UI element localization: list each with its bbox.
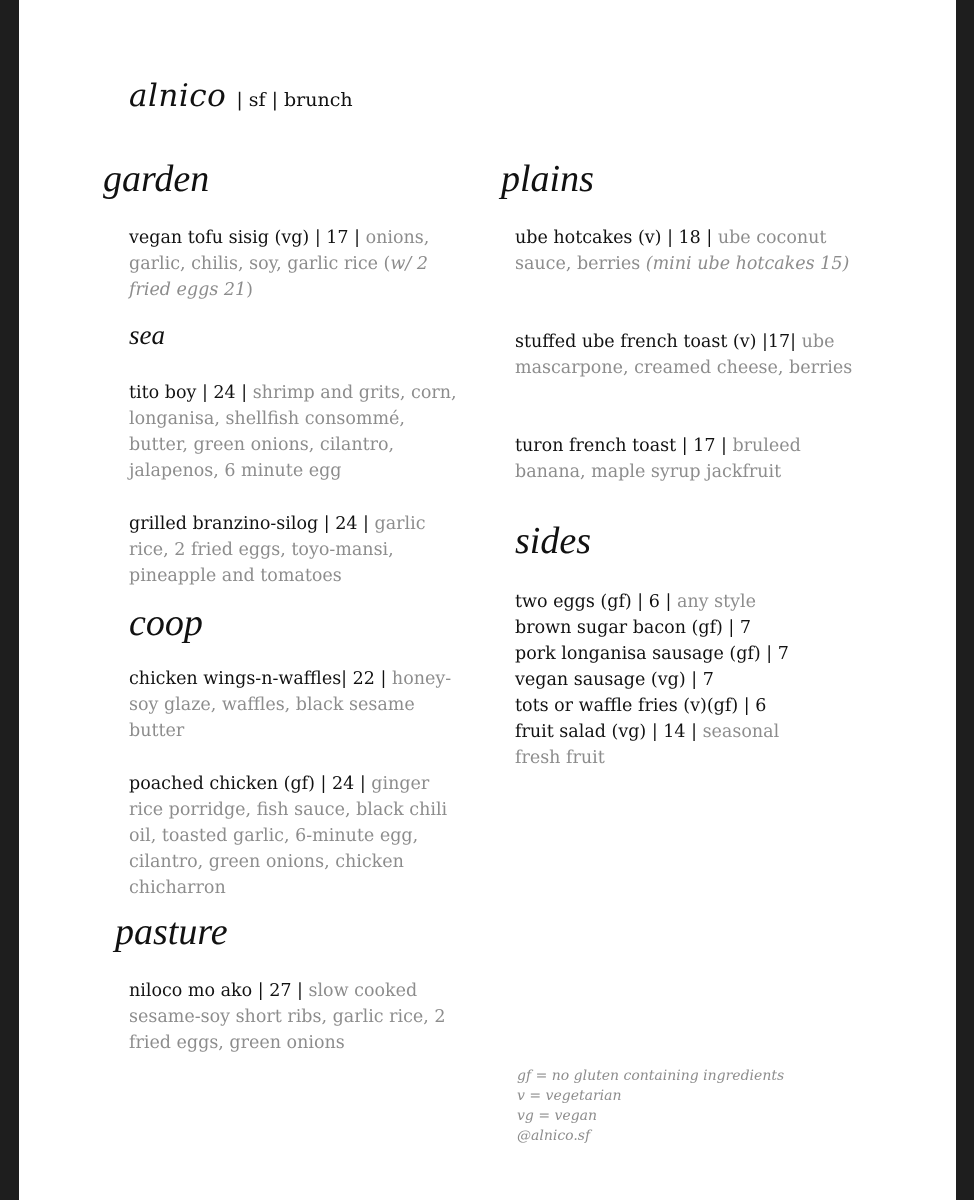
legend-gf: gf = no gluten containing ingredients	[517, 1068, 785, 1084]
item-description: ube coconut sauce, berries	[515, 228, 827, 274]
heading-pasture: pasture	[115, 911, 228, 953]
item-description: onions, garlic, chilis, soy, garlic rice (	[129, 228, 430, 274]
menu-item-sisig	[129, 225, 464, 303]
side-item-two-eggs: two eggs (gf) | 6 | any style	[515, 592, 756, 612]
menu-item-stuffed-french-toast	[515, 329, 860, 381]
item-name: poached chicken (gf) | 24 |	[129, 774, 366, 794]
item-note: w/ 2 fried eggs 21	[129, 254, 428, 300]
item-description: bruleed banana, maple syrup jackfruit	[515, 436, 801, 482]
item-name: vegan tofu sisig (vg) | 17 |	[129, 228, 361, 248]
side-item-bacon: brown sugar bacon (gf) | 7	[515, 618, 752, 638]
item-description: slow cooked sesame-soy short ribs, garlic rice, 2 fried eggs, green onions	[129, 981, 446, 1053]
item-description: ube mascarpone, creamed cheese, berries	[515, 332, 853, 378]
menu-item-turon-french-toast	[515, 433, 850, 485]
menu-item-tito-boy	[129, 380, 464, 484]
heading-plains: plains	[501, 158, 594, 200]
item-description: honey-soy glaze, waffles, black sesame butter	[129, 669, 452, 741]
item-name: grilled branzino-silog | 24 |	[129, 514, 369, 534]
brand-logo: alnico	[129, 78, 227, 114]
side-item-vegan-sausage: vegan sausage (vg) | 7	[515, 670, 714, 690]
item-description: shrimp and grits, corn, longanisa, shellfish consommé, butter, green onions, cilantro, jalapenos, 6 minute egg	[129, 383, 457, 481]
item-name: chicken wings-n-waffles| 22 |	[129, 669, 387, 689]
item-name: niloco mo ako | 27 |	[129, 981, 303, 1001]
item-description: ginger rice porridge, fish sauce, black chili oil, toasted garlic, 6-minute egg, cilantro, green onions, chicken chicharron	[129, 774, 448, 898]
menu-item-niloco	[129, 978, 464, 1056]
menu-item-ube-hotcakes	[515, 225, 850, 277]
menu-item-branzino	[129, 511, 464, 589]
item-name: turon french toast | 17 |	[515, 436, 727, 456]
item-note: (mini ube hotcakes 15)	[645, 254, 850, 274]
item-description: garlic rice, 2 fried eggs, toyo-mansi, pineapple and tomatoes	[129, 514, 426, 586]
heading-sea: sea	[129, 320, 165, 350]
item-name: stuffed ube french toast (v) |17|	[515, 332, 797, 352]
social-handle: @alnico.sf	[517, 1128, 591, 1144]
side-item-longanisa: pork longanisa sausage (gf) | 7	[515, 644, 789, 664]
menu-tagline: | sf | brunch	[236, 89, 353, 111]
legend-vg: vg = vegan	[517, 1108, 598, 1124]
legend-v: v = vegetarian	[517, 1088, 622, 1104]
heading-coop: coop	[129, 602, 203, 644]
menu-item-wings	[129, 666, 464, 744]
menu-page	[19, 0, 956, 1200]
side-item-fruit-salad: fruit salad (vg) | 14 | seasonal fresh fruit	[515, 722, 780, 768]
menu-header	[129, 78, 353, 114]
item-name: ube hotcakes (v) | 18 |	[515, 228, 713, 248]
item-note-close: )	[246, 280, 253, 300]
dietary-legend	[517, 1066, 784, 1146]
sides-list	[515, 589, 875, 771]
menu-item-poached-chicken	[129, 771, 464, 901]
side-item-fries: tots or waffle fries (v)(gf) | 6	[515, 696, 767, 716]
heading-garden: garden	[103, 158, 210, 200]
item-name: tito boy | 24 |	[129, 383, 248, 403]
heading-sides: sides	[515, 520, 591, 562]
